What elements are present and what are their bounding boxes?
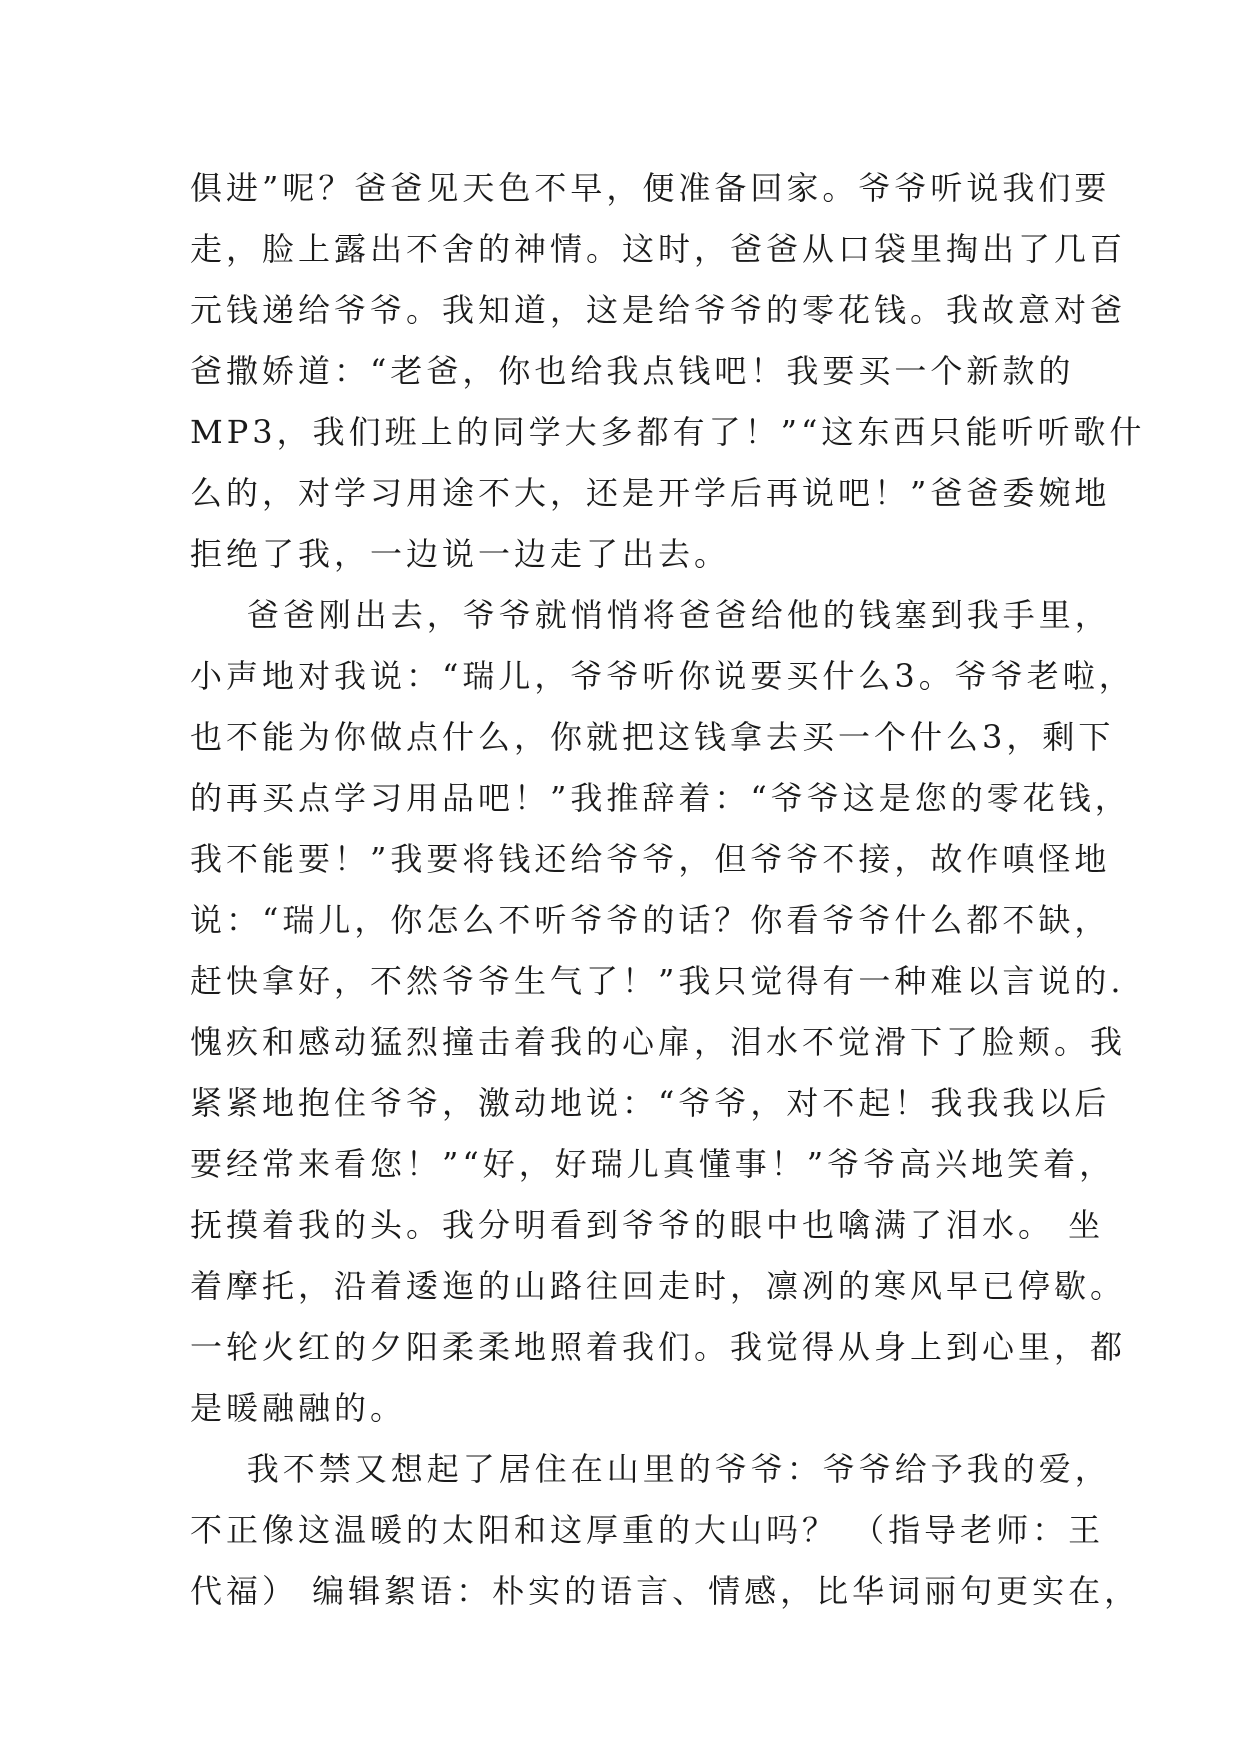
- text-line: 我不能要！”我要将钱还给爷爷，但爷爷不接，故作嗔怪地: [190, 840, 1111, 878]
- text-line: 是暖融融的。: [190, 1389, 407, 1427]
- text-line: 走，脸上露出不舍的神情。这时，爸爸从口袋里掏出了几百: [190, 230, 1127, 268]
- text-line: 紧紧地抱住爷爷，激动地说：“爷爷，对不起！我我我以后: [190, 1084, 1111, 1122]
- text-line: 我不禁又想起了居住在山里的爷爷：爷爷给予我的爱，: [190, 1450, 1111, 1488]
- text-line: 一轮火红的夕阳柔柔地照着我们。我觉得从身上到心里，都: [190, 1328, 1127, 1366]
- text-line: 愧疚和感动猛烈撞击着我的心扉，泪水不觉滑下了脸颊。我: [190, 1023, 1127, 1061]
- text-line: 元钱递给爷爷。我知道，这是给爷爷的零花钱。我故意对爸: [190, 291, 1127, 329]
- text-line: 么的，对学习用途不大，还是开学后再说吧！”爸爸委婉地: [190, 474, 1111, 512]
- text-line: 小声地对我说：“瑞儿，爷爷听你说要买什么3。爷爷老啦，: [190, 657, 1135, 695]
- text-line: 要经常来看您！”“好，好瑞儿真懂事！”爷爷高兴地笑着，: [190, 1145, 1116, 1183]
- text-line: 的再买点学习用品吧！”我推辞着：“爷爷这是您的零花钱，: [190, 779, 1131, 817]
- text-line: 抚摸着我的头。我分明看到爷爷的眼中也噙满了泪水。 坐: [190, 1206, 1105, 1244]
- body-text: [190, 158, 1146, 1622]
- text-line: 拒绝了我，一边说一边走了出去。: [190, 535, 731, 573]
- text-line: 赶快拿好，不然爷爷生气了！”我只觉得有一种难以言说的.: [190, 962, 1125, 1000]
- text-line: 代福） 编辑絮语：朴实的语言、情感，比华词丽句更实在，: [190, 1572, 1141, 1610]
- text-line: MP3，我们班上的同学大多都有了！”“这东西只能听听歌什: [190, 413, 1146, 451]
- text-line: 俱进”呢？爸爸见天色不早，便准备回家。爷爷听说我们要: [190, 169, 1111, 207]
- text-line: 爸撒娇道：“老爸，你也给我点钱吧！我要买一个新款的: [190, 352, 1075, 390]
- text-line: 爸爸刚出去，爷爷就悄悄将爸爸给他的钱塞到我手里，: [190, 596, 1111, 634]
- text-line: 说：“瑞儿，你怎么不听爷爷的话？你看爷爷什么都不缺，: [190, 901, 1111, 939]
- text-line: 不正像这温暖的太阳和这厚重的大山吗？ （指导老师：王: [190, 1511, 1105, 1549]
- text-line: 也不能为你做点什么，你就把这钱拿去买一个什么3，剩下: [190, 718, 1115, 756]
- text-line: 着摩托，沿着逶迤的山路往回走时，凛冽的寒风早已停歇。: [190, 1267, 1127, 1305]
